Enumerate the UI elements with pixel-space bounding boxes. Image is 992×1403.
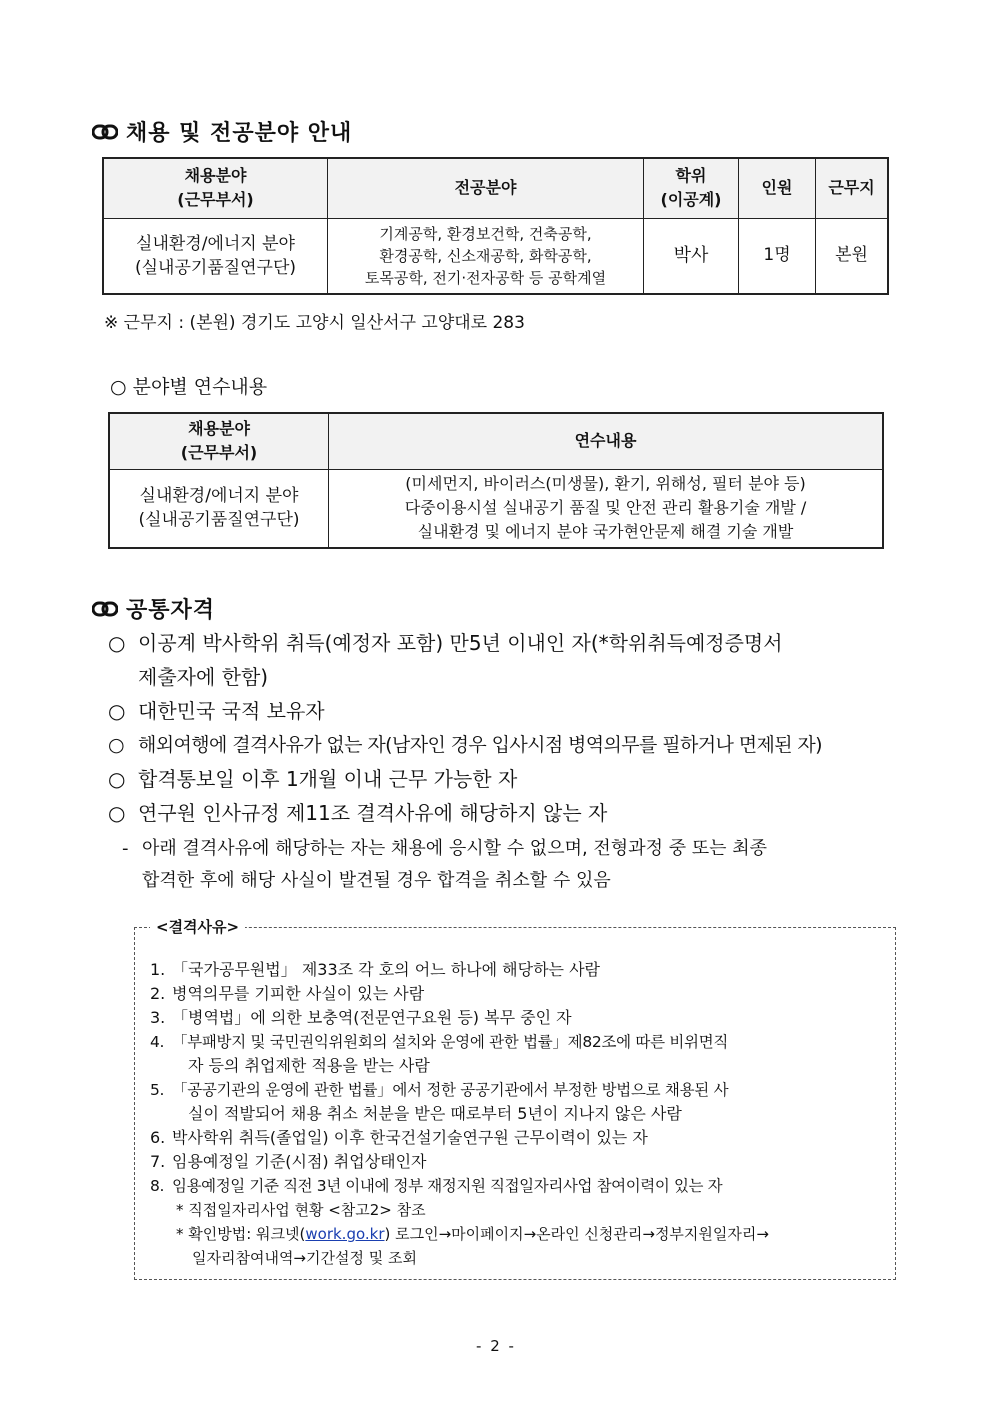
header-workplace: 근무지: [816, 158, 889, 218]
list-item-continuation: 실이 적발되어 채용 취소 처분을 받은 때로부터 5년이 지나지 않은 사람: [188, 1104, 682, 1123]
cell-workplace: 본원: [816, 218, 889, 294]
list-item: 8. 임용예정일 기준 직전 3년 이내에 정부 재정지원 직접일자리사업 참여이력이 있는 자: [150, 1177, 723, 1195]
header-training-content: 연수내용: [329, 413, 884, 469]
disqualify-notice: - 아래 결격사유에 해당하는 자는 채용에 응시할 수 없으며, 전형과정 중 또는 최종 합격한 후에 해당 사실이 발견될 경우 합격을 취소할 수 있음: [122, 838, 768, 891]
cell-field: 실내환경/에너지 분야 (실내공기품질연구단): [109, 469, 329, 548]
list-item: ○ 대한민국 국적 보유자: [108, 699, 325, 723]
list-item: 2. 병역의무를 기피한 사실이 있는 사람: [150, 984, 425, 1003]
cell-major: 기계공학, 환경보건학, 건축공학, 환경공학, 신소재공학, 화학공학, 토목공학, 전기·전자공학 등 공학계열: [328, 218, 644, 294]
cell-field: 실내환경/에너지 분야 (실내공기품질연구단): [103, 218, 328, 294]
header-field: 채용분야 (근무부서): [103, 158, 328, 218]
header-major: 전공분야: [328, 158, 644, 218]
cell-training-content: (미세먼지, 바이러스(미생물), 환기, 위해성, 필터 분야 등) 다중이용시설 실내공기 품질 및 안전 관리 활용기술 개발 / 실내환경 및 에너지 분야 국가현안문제 해결 기술 개발: [329, 469, 884, 548]
qualification-list: [108, 626, 900, 830]
list-item: ○ 연구원 인사규정 제11조 결격사유에 해당하지 않는 자: [108, 801, 608, 825]
cell-degree: 박사: [644, 218, 739, 294]
list-item: 5. 「공공기관의 운영에 관한 법률」에서 정한 공공기관에서 부정한 방법으로 채용된 사: [150, 1081, 729, 1099]
list-item: 1. 「국가공무원법」 제33조 각 호의 어느 하나에 해당하는 사람: [150, 960, 600, 979]
list-item: 4. 「부패방지 및 국민권익위원회의 설치와 운영에 관한 법률」제82조에 따른 비위면직: [150, 1033, 729, 1051]
workplace-note: ※ 근무지 : (본원) 경기도 고양시 일산서구 고양대로 283: [104, 313, 525, 333]
list-item: ○ 이공계 박사학위 취득(예정자 포함) 만5년 이내인 자(*학위취득예정증명서: [108, 631, 783, 655]
list-item-continuation: 제출자에 한함): [138, 665, 269, 689]
recruitment-table: [102, 157, 889, 295]
section-title-text: 채용 및 전공분야 안내: [126, 121, 353, 146]
list-item: 6. 박사학위 취득(졸업일) 이후 한국건설기술연구원 근무이력이 있는 자: [150, 1128, 648, 1147]
sub-note: * 직접일자리사업 현황 <참고2> 참조: [176, 1201, 426, 1219]
page-number: - 2 -: [476, 1337, 516, 1355]
header-count: 인원: [739, 158, 816, 218]
header-degree: 학위 (이공계): [644, 158, 739, 218]
sub-note: * 확인방법: 워크넷(work.go.kr) 로그인→마이페이지→온라인 신청관리→정부지원일자리→: [176, 1225, 769, 1243]
list-item-continuation: 자 등의 취업제한 적용을 받는 사람: [188, 1056, 430, 1075]
list-item: 7. 임용예정일 기준(시점) 취업상태인자: [150, 1152, 427, 1171]
cell-count: 1명: [739, 218, 816, 294]
list-item: ○ 합격통보일 이후 1개월 이내 근무 가능한 자: [108, 767, 518, 791]
section-title-recruitment: [92, 116, 352, 147]
section-title-text: 공통자격: [126, 598, 216, 623]
header-field: 채용분야 (근무부서): [109, 413, 329, 469]
list-item: ○ 해외여행에 결격사유가 없는 자(남자인 경우 입사시점 병역의무를 필하거나 면제된 자): [108, 734, 822, 756]
worknet-link[interactable]: work.go.kr: [305, 1225, 385, 1243]
link-icon: [92, 601, 118, 617]
disqualify-legend: <결격사유>: [150, 916, 245, 937]
disqualify-list: [150, 958, 890, 1270]
section-title-qualifications: [92, 593, 215, 624]
sub-note-continuation: 일자리참여내역→기간설정 및 조회: [192, 1249, 417, 1267]
link-icon: [92, 124, 118, 140]
training-title: ○ 분야별 연수내용: [110, 376, 268, 398]
training-table: [108, 412, 884, 549]
list-item: 3. 「병역법」에 의한 보충역(전문연구요원 등) 복무 중인 자: [150, 1008, 572, 1027]
